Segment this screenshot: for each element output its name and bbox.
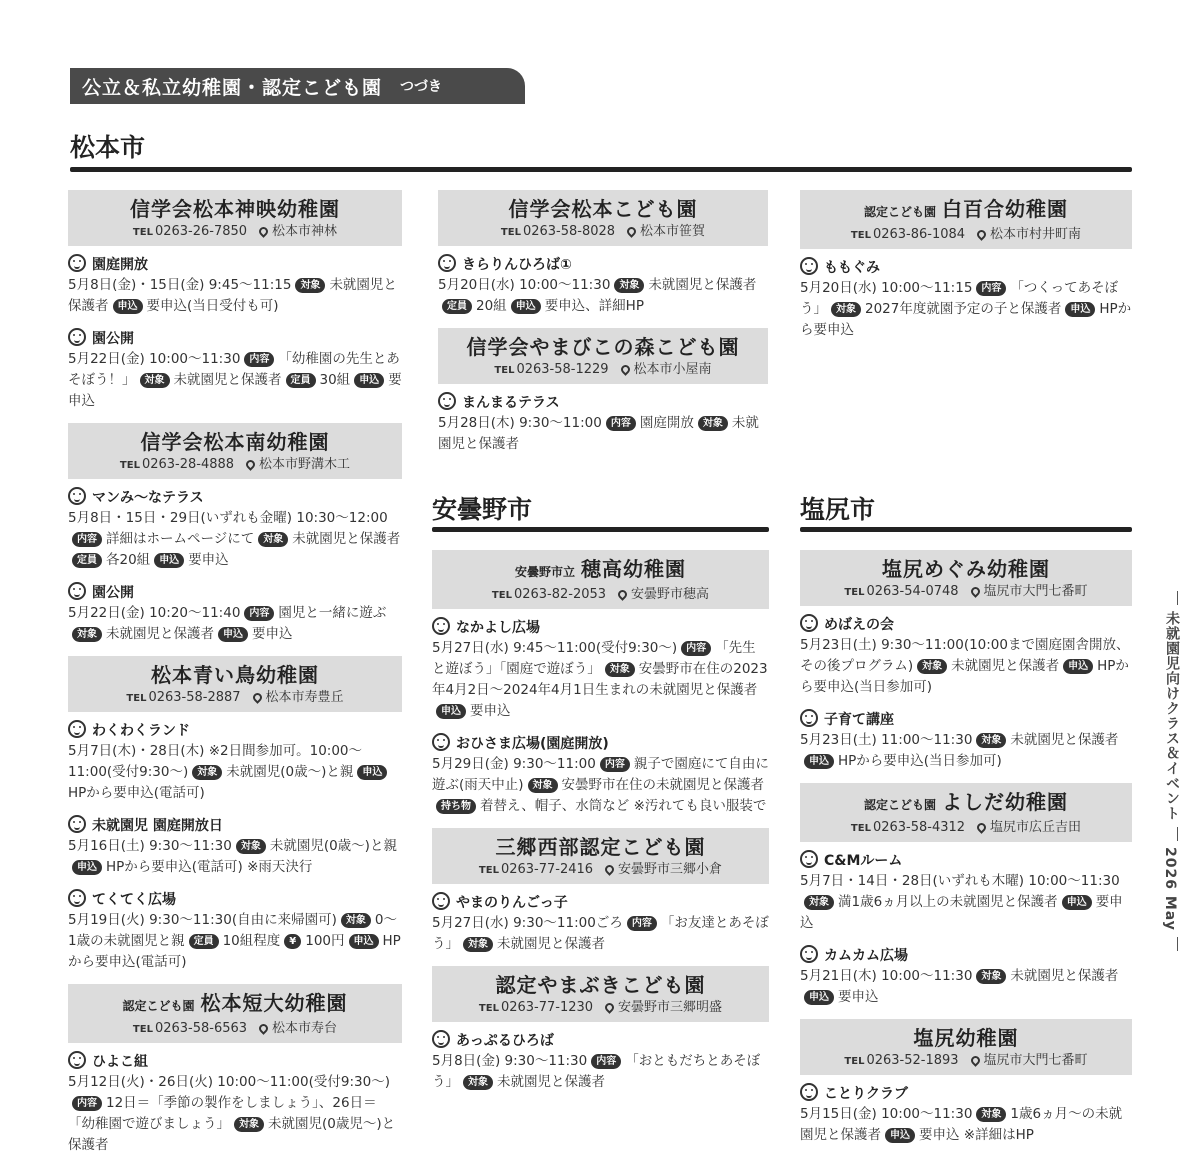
kindergarten-block [438,190,768,317]
event-application: 要申込 [470,703,511,719]
event-date: 5月20日(水) 10:00〜11:15 [800,280,973,296]
event-capacity: 各20組 [106,552,151,568]
event-item [800,945,1132,1008]
kindergarten-name: 信学会松本南幼稚園 [140,430,330,454]
tel-label: TEL [478,1003,499,1014]
event-item [68,1051,402,1156]
tag-naiyo: 内容 [591,1054,621,1069]
tag-moushikomi: 申込 [804,990,834,1005]
side-section-label: 未就園児向けクラス＆イベント [1164,611,1180,821]
side-label [1162,585,1192,995]
kindergarten-block [800,190,1132,341]
event-application: HPから要申込(当日参加可) [838,753,1002,769]
event-application: 要申込 [838,989,879,1005]
smiley-face-icon [800,257,818,275]
tag-moushikomi: 申込 [511,299,541,314]
city-rule-shiojiri [800,527,1132,532]
event-target: 安曇野市在住の2023年4月2日〜2024年4月1日生まれの未就園児と保護者 [432,661,768,698]
event-item [800,850,1132,934]
event-application: HPから要申込(電話可) [68,785,205,801]
tel-label: TEL [126,693,147,704]
kindergarten-name-box [432,966,769,1022]
kindergarten-block [68,190,402,412]
smiley-face-icon [68,889,86,907]
event-note: ※雨天決行 [247,859,313,875]
smiley-face-icon [68,1051,86,1069]
tag-teiin: 定員 [72,553,102,568]
phone-number: 0263-58-6563 [154,1021,248,1036]
event-content: 「お友達とあそぼう」 [432,915,769,952]
tag-naiyo: 内容 [72,1096,102,1111]
event-date: 5月7日・14日・28日(いずれも木曜) 10:00〜11:30 [800,873,1120,889]
event-target: 未就園児と保護者 [106,626,214,642]
event-title: きらりんひろば① [462,257,572,273]
tag-moushikomi: 申込 [1063,659,1093,674]
event-content: 園庭開放 [639,415,694,431]
tag-moushikomi: 申込 [113,299,143,314]
event-application: 要申込 [68,372,402,409]
address: 松本市野溝木工 [259,457,351,472]
tag-moushikomi: 申込 [72,860,102,875]
event-content: 詳細はホームページにて [106,531,255,547]
kindergarten-name-box [68,984,402,1043]
event-content: 「先生と遊ぼう」「園庭で遊ぼう」 [432,640,756,677]
kindergarten-name-box [800,550,1132,606]
event-title: ももぐみ [824,260,880,276]
side-issue-label: 2026 May [1162,847,1178,931]
smiley-face-icon [800,945,818,963]
city-rule-matsumoto [70,167,1132,172]
event-title: あっぷるひろば [456,1033,554,1049]
tel-label: TEL [478,865,499,876]
tag-taisho: 対象 [831,302,861,317]
event-item [68,582,402,645]
event-date: 5月16日(土) 9:30〜11:30 [68,838,232,854]
tag-taisho: 対象 [976,733,1006,748]
event-application: 要申込、詳細HP [544,298,644,314]
tag-naiyo: 内容 [976,281,1006,296]
tag-taisho: 対象 [976,1107,1006,1122]
tel-label: TEL [491,590,512,601]
kindergarten-prefix: 認定こども園 [122,999,195,1013]
event-date: 5月8日(金)・15日(金) 9:45〜11:15 [68,277,292,293]
kindergarten-block [800,1019,1132,1146]
location-pin-icon [619,363,632,376]
location-pin-icon [975,821,988,834]
event-target: 満1歳6ヵ月以上の未就園児と保護者 [838,894,1058,910]
event-application: HPから要申込(電話可) [68,933,401,970]
address: 塩尻市大門七番町 [983,584,1088,599]
phone-number: 0263-58-8028 [522,224,616,239]
tag-naiyo: 内容 [627,916,657,931]
kindergarten-name: 松本短大幼稚園 [200,991,348,1015]
kindergarten-name-box [68,656,402,712]
event-item [68,815,402,878]
tel-label: TEL [844,587,865,598]
tag-taisho: 対象 [192,765,222,780]
event-target: 未就園児と保護者 [497,936,605,952]
tag-moushikomi: 申込 [154,553,184,568]
event-item [68,720,402,804]
event-target: 未就園児と保護者 [648,277,757,293]
event-title: おひさま広場(園庭開放) [456,736,609,752]
kindergarten-block [800,550,1132,772]
smiley-face-icon [68,815,86,833]
event-content: 園児と一緒に遊ぶ [278,605,387,621]
tel-label: TEL [850,823,871,834]
tag-taisho: 対象 [72,627,102,642]
event-title: 園公開 [92,331,134,347]
kindergarten-name-box [800,190,1132,249]
event-note: ※詳細はHP [963,1127,1034,1143]
location-pin-icon [969,1054,982,1067]
event-item [68,254,402,317]
tag-moushikomi: 申込 [1062,895,1092,910]
location-pin-icon [257,225,270,238]
event-target: 未就園児と保護者 [68,277,397,314]
smiley-face-icon [438,392,456,410]
kindergarten-block [68,423,402,645]
smiley-face-icon [68,582,86,600]
column-2-azumino [432,550,769,1104]
address: 安曇野市三郷明盛 [618,1000,723,1015]
event-content: 12日＝「季節の製作をしましょう」、26日＝「幼稚園で遊びましょう」 [68,1095,377,1132]
event-target: 未就園児と保護者 [173,372,282,388]
event-target: 安曇野市在住の未就園児と保護者 [561,777,765,793]
event-date: 5月8日(金) 9:30〜11:30 [432,1053,588,1069]
event-item [432,617,769,722]
event-item [800,614,1132,698]
kindergarten-name: 塩尻めぐみ幼稚園 [882,557,1050,581]
event-application: 要申込(当日受付も可) [146,298,279,314]
event-application: HPから要申込(電話可) [106,859,243,875]
section-banner [70,68,525,104]
tag-teiin: 定員 [189,934,219,949]
event-application: 要申込 [800,894,1123,931]
smiley-face-icon [68,254,86,272]
kindergarten-block [432,828,769,955]
column-3 [800,190,1132,352]
event-item [432,1030,769,1093]
tag-teiin: 定員 [442,299,472,314]
kindergarten-name-box [68,190,402,246]
event-content: 「おともだちとあそぼう」 [432,1053,761,1090]
event-belongings: 着替え、帽子、水筒など ※汚れても良い服装で [480,798,767,814]
kindergarten-name-box [68,423,402,479]
event-target: 未就園児と保護者 [438,415,759,452]
kindergarten-name: 認定やまぶきこども園 [495,973,706,997]
event-item [68,487,402,571]
event-title: C&Mルーム [824,853,903,869]
kindergarten-prefix: 認定こども園 [863,205,936,219]
event-title: てくてく広場 [92,892,176,908]
event-title: やまのりんごっ子 [456,895,568,911]
tel-label: TEL [844,1056,865,1067]
event-title: まんまるテラス [462,395,560,411]
location-pin-icon [257,1022,270,1035]
address: 松本市小屋南 [633,362,712,377]
event-capacity: 30組 [319,372,351,388]
kindergarten-block [432,550,769,817]
event-title: ひよこ組 [92,1054,148,1070]
tag-taisho: 対象 [236,839,266,854]
address: 安曇野市穂高 [631,587,710,602]
tag-mochimono: 持ち物 [436,799,476,814]
event-content: 「幼稚園の先生とあそぼう！」 [68,351,400,388]
event-application: HPから要申込 [800,301,1132,338]
kindergarten-name: 穂高幼稚園 [581,557,686,581]
tel-label: TEL [494,365,515,376]
smiley-face-icon [68,328,86,346]
event-date: 5月21日(木) 10:00〜11:30 [800,968,973,984]
smiley-face-icon [432,1030,450,1048]
tag-taisho: 対象 [976,969,1006,984]
tag-taisho: 対象 [528,778,558,793]
event-application: 要申込 [252,626,293,642]
location-pin-icon [625,225,638,238]
tel-label: TEL [119,460,140,471]
event-application: 要申込 [919,1127,960,1143]
tag-taisho: 対象 [605,662,635,677]
event-title: めばえの会 [824,617,894,633]
side-divider [1177,827,1178,841]
tag-moushikomi: 申込 [357,765,387,780]
address: 塩尻市大門七番町 [983,1053,1088,1068]
side-divider [1177,937,1178,951]
kindergarten-block [800,783,1132,1008]
side-divider [1177,591,1178,605]
kindergarten-name: 信学会やまびこの森こども園 [466,335,740,359]
phone-number: 0263-77-1230 [500,1000,594,1015]
tag-moushikomi: 申込 [885,1128,915,1143]
tag-naiyo: 内容 [600,757,630,772]
phone-number: 0263-58-4312 [872,820,966,835]
smiley-face-icon [68,487,86,505]
event-date: 5月22日(金) 10:20〜11:40 [68,605,241,621]
kindergarten-name-box [800,783,1132,842]
event-target: 未就園児(0歳〜)と親 [269,838,397,854]
phone-number: 0263-82-2053 [513,587,607,602]
event-title: マンみ〜なテラス [92,490,204,506]
tag-moushikomi: 申込 [436,704,466,719]
tag-moushikomi: 申込 [349,934,379,949]
column-2 [438,190,768,466]
address: 安曇野市三郷小倉 [618,862,723,877]
kindergarten-name-box [432,828,769,884]
smiley-face-icon [432,892,450,910]
event-target: 未就園児と保護者 [1010,732,1119,748]
tag-teiin: 定員 [286,373,316,388]
address: 松本市村井町南 [990,227,1082,242]
event-item [438,254,768,317]
event-item [800,1083,1132,1146]
event-target: 未就園児と保護者 [951,658,1060,674]
tag-taisho: 対象 [140,373,170,388]
tag-moushikomi: 申込 [1065,302,1095,317]
event-title: ことりクラブ [824,1086,908,1102]
address: 松本市寿台 [272,1021,338,1036]
event-title: 子育て講座 [824,712,894,728]
kindergarten-name: 信学会松本神映幼稚園 [130,197,340,221]
event-date: 5月23日(土) 11:00〜11:30 [800,732,973,748]
address: 松本市笹賀 [640,224,706,239]
event-content: 親子で園庭にて自由に遊ぶ(雨天中止) [432,756,769,793]
tag-naiyo: 内容 [244,606,274,621]
banner-title: 公立＆私立幼稚園・認定こども園 [82,76,383,99]
phone-number: 0263-86-1084 [872,227,966,242]
smiley-face-icon [68,720,86,738]
smiley-face-icon [800,850,818,868]
kindergarten-name: 白百合幼稚園 [942,197,1068,221]
event-item [432,892,769,955]
kindergarten-prefix: 安曇野市立 [514,565,575,579]
event-date: 5月12日(火)・26日(火) 10:00〜11:00(受付9:30〜) [68,1074,390,1090]
event-capacity: 20組 [476,298,507,314]
event-title: 園公開 [92,585,134,601]
tag-taisho: 対象 [917,659,947,674]
tag-naiyo: 内容 [681,641,711,656]
event-application: HPから要申込(当日参加可) [800,658,1129,695]
event-item [68,328,402,412]
column-1 [68,190,402,1167]
kindergarten-name-box [438,190,768,246]
event-target: 未就園児(0歳〜)と親 [226,764,354,780]
kindergarten-block [432,966,769,1093]
event-item [800,709,1132,772]
address: 塩尻市広丘吉田 [990,820,1082,835]
banner-subtitle: つづき [400,79,443,95]
tag-taisho: 対象 [463,937,493,952]
event-date: 5月8日・15日・29日(いずれも金曜) 10:30〜12:00 [68,510,388,526]
location-pin-icon [616,588,629,601]
event-content: 「つくってあそぼう」 [800,280,1119,317]
event-date: 5月27日(水) 9:45〜11:00(受付9:30〜) [432,640,678,656]
location-pin-icon [244,458,257,471]
smiley-face-icon [800,709,818,727]
tag-taisho: 対象 [258,532,288,547]
tag-naiyo: 内容 [606,416,636,431]
phone-number: 0263-54-0748 [866,584,959,599]
tel-label: TEL [500,227,521,238]
event-title: 園庭開放 [92,257,148,273]
tag-taisho: 対象 [341,913,371,928]
event-item [800,257,1132,341]
tag-moushikomi: 申込 [218,627,248,642]
event-target: 未就園児(0歳児〜)と保護者 [68,1116,396,1153]
kindergarten-name: 松本青い鳥幼稚園 [151,663,319,687]
event-target: 2027年度就園予定の子と保護者 [865,301,1062,317]
location-pin-icon [603,1001,616,1014]
kindergarten-name: 三郷西部認定こども園 [495,835,706,859]
column-3-shiojiri [800,550,1132,1157]
event-fee: 100円 [305,933,345,949]
event-capacity: 10組程度 [222,933,281,949]
city-heading-matsumoto: 松本市 [70,133,146,162]
tel-label: TEL [132,1024,153,1035]
tag-moushikomi: 申込 [354,373,384,388]
city-heading-shiojiri: 塩尻市 [800,495,876,524]
kindergarten-name-box [438,328,768,384]
tel-label: TEL [132,227,153,238]
tag-taisho: 対象 [295,278,325,293]
event-date: 5月23日(土) 9:30〜11:00(10:00まで園庭園舎開放、その後プログラム) [800,637,1130,674]
smiley-face-icon [432,617,450,635]
phone-number: 0263-28-4888 [141,457,235,472]
tag-naiyo: 内容 [72,532,102,547]
event-title: カムカム広場 [824,948,908,964]
event-date: 5月28日(木) 9:30〜11:00 [438,415,602,431]
tel-label: TEL [850,230,871,241]
kindergarten-name-box [432,550,769,609]
kindergarten-prefix: 認定こども園 [863,798,936,812]
tag-taisho: 対象 [463,1075,493,1090]
event-item [432,733,769,817]
event-date: 5月20日(水) 10:00〜11:30 [438,277,611,293]
event-date: 5月29日(金) 9:30〜11:00 [432,756,596,772]
location-pin-icon [969,585,982,598]
smiley-face-icon [800,1083,818,1101]
city-rule-azumino [432,527,769,532]
smiley-face-icon [800,614,818,632]
phone-number: 0263-58-2887 [148,690,241,705]
event-item [68,889,402,973]
kindergarten-block [68,656,402,973]
event-target: 未就園児と保護者 [292,531,401,547]
location-pin-icon [975,228,988,241]
event-date: 5月27日(水) 9:30〜11:00ごろ [432,915,623,931]
phone-number: 0263-77-2416 [500,862,594,877]
event-date: 5月19日(火) 9:30〜11:30(自由に来帰園可) [68,912,337,928]
event-target: 未就園児と保護者 [1010,968,1119,984]
location-pin-icon [251,691,264,704]
phone-number: 0263-58-1229 [516,362,609,377]
location-pin-icon [603,863,616,876]
event-target: 1歳6ヵ月〜の未就園児と保護者 [800,1106,1123,1143]
smiley-face-icon [432,733,450,751]
phone-number: 0263-52-1893 [866,1053,959,1068]
address: 松本市神林 [272,224,338,239]
tag-taisho: 対象 [698,416,728,431]
tag-naiyo: 内容 [244,352,274,367]
tag-taisho: 対象 [804,895,834,910]
event-date: 5月7日(木)・28日(木) ※2日間参加可。10:00〜11:00(受付9:30〜) [68,743,363,780]
event-target: 未就園児と保護者 [497,1074,605,1090]
event-application: 要申込 [188,552,229,568]
event-target: 0〜1歳の未就園児と親 [68,912,397,949]
event-title: 未就園児 園庭開放日 [92,818,223,834]
kindergarten-name-box [800,1019,1132,1075]
smiley-face-icon [438,254,456,272]
tag-taisho: 対象 [614,278,644,293]
kindergarten-block [438,328,768,455]
kindergarten-name: 信学会松本こども園 [508,197,698,221]
tag-yen: ¥ [284,934,301,949]
phone-number: 0263-26-7850 [154,224,248,239]
event-title: なかよし広場 [456,620,540,636]
event-item [438,392,768,455]
event-date: 5月22日(金) 10:00〜11:30 [68,351,241,367]
address: 松本市寿豊丘 [265,690,344,705]
tag-moushikomi: 申込 [804,754,834,769]
event-title: わくわくランド [92,723,190,739]
kindergarten-name: 塩尻幼稚園 [913,1026,1019,1050]
kindergarten-block [68,984,402,1156]
kindergarten-name: よしだ幼稚園 [942,790,1068,814]
tag-taisho: 対象 [234,1117,264,1132]
city-heading-azumino: 安曇野市 [432,495,533,524]
event-date: 5月15日(金) 10:00〜11:30 [800,1106,973,1122]
